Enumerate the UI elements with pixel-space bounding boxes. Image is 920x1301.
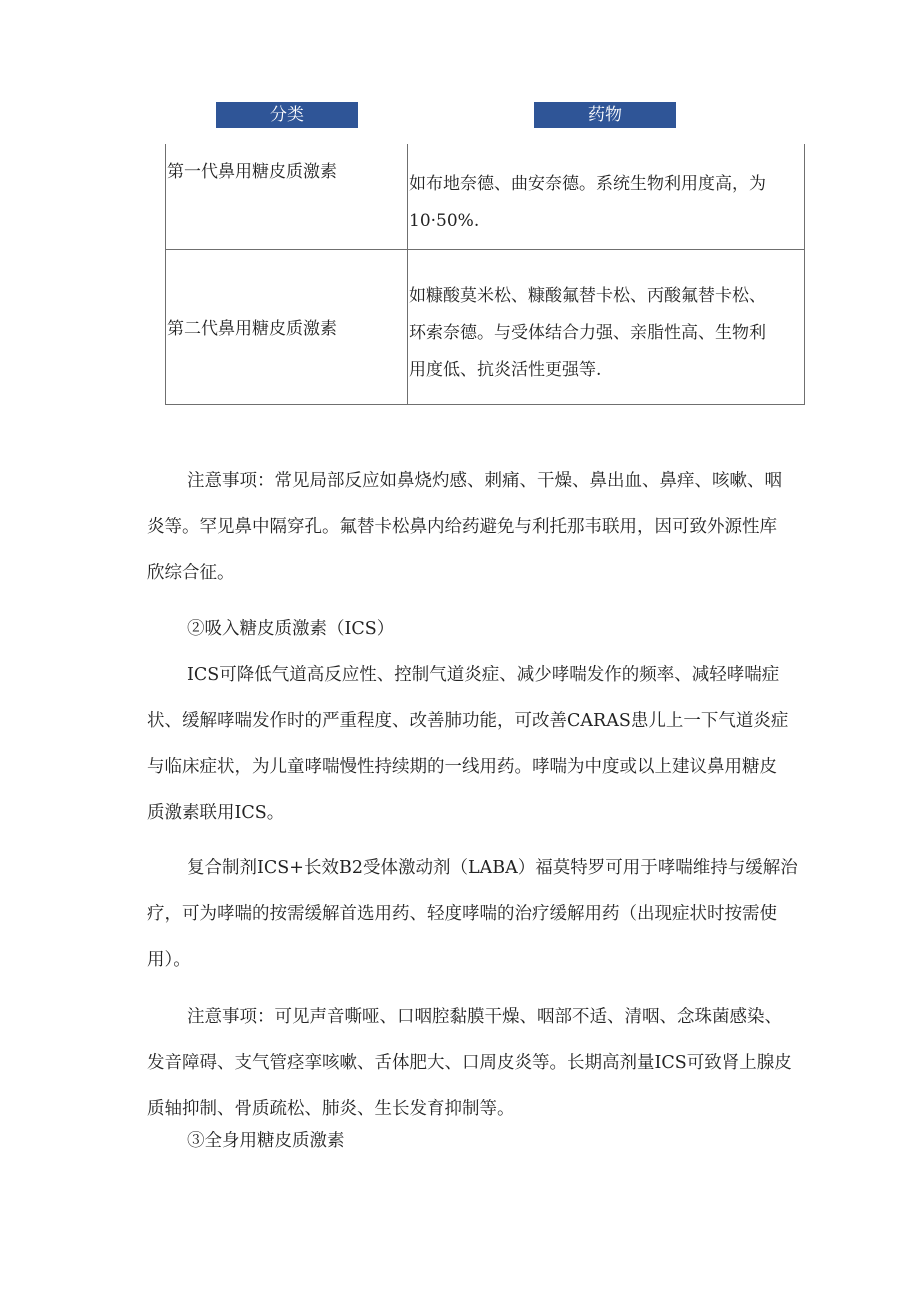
table-row-2-drug-line-1: 如糠酸莫米松、糠酸氟替卡松、丙酸氟替卡松、 — [409, 286, 766, 306]
paragraph-line: 注意事项：常见局部反应如鼻烧灼感、刺痛、干燥、鼻出血、鼻痒、咳嗽、咽 — [187, 471, 782, 491]
paragraph-line: 欣综合征。 — [147, 563, 235, 583]
table-row-2-drug-line-3: 用度低、抗炎活性更强等. — [409, 360, 602, 380]
paragraph-line: 复合制剂ICS+长效B2受体激动剂（LABA）福莫特罗可用于哮喘维持与缓解治 — [187, 858, 798, 878]
note-ics-side-effects — [147, 994, 827, 1132]
table-border-right — [804, 144, 805, 405]
paragraph-line: 注意事项：可见声音嘶哑、口咽腔黏膜干燥、咽部不适、清咽、念珠菌感染、 — [187, 1007, 782, 1027]
paragraph-line: 用）。 — [147, 950, 191, 970]
heading-ics: ②吸入糖皮质激素（ICS） — [187, 619, 395, 639]
table-column-divider — [407, 144, 408, 405]
table-header-drug: 药物 — [534, 102, 676, 128]
paragraph-line: 与临床症状，为儿童哮喘慢性持续期的一线用药。哮喘为中度或以上建议鼻用糖皮 — [147, 757, 777, 777]
table-row-2-drug-line-2: 环索奈德。与受体结合力强、亲脂性高、生物利 — [409, 323, 766, 343]
table-row-1-drug-line-2: 10·50%. — [409, 211, 480, 231]
table-header-category: 分类 — [216, 102, 358, 128]
heading-systemic-corticosteroids: ③全身用糖皮质激素 — [187, 1131, 345, 1151]
table-row-2-category: 第二代鼻用糖皮质激素 — [167, 319, 337, 339]
table-row-1-drug-line-1: 如布地奈德、曲安奈德。系统生物利用度高，为 — [409, 174, 766, 194]
note-nasal-side-effects — [147, 458, 827, 596]
table-border-left — [165, 144, 166, 405]
ics-paragraph — [147, 652, 827, 836]
paragraph-line: 炎等。罕见鼻中隔穿孔。氟替卡松鼻内给药避免与利托那韦联用，因可致外源性库 — [147, 517, 777, 537]
paragraph-line: ICS可降低气道高反应性、控制气道炎症、减少哮喘发作的频率、减轻哮喘症 — [187, 665, 780, 685]
table-row-1-category: 第一代鼻用糖皮质激素 — [167, 162, 337, 182]
paragraph-line: 质轴抑制、骨质疏松、肺炎、生长发育抑制等。 — [147, 1099, 515, 1119]
paragraph-line: 疗，可为哮喘的按需缓解首选用药、轻度哮喘的治疗缓解用药（出现症状时按需使 — [147, 904, 777, 924]
paragraph-line: 质激素联用ICS。 — [147, 803, 285, 823]
drug-classification-table — [165, 144, 805, 405]
table-row-divider — [165, 249, 805, 250]
paragraph-line: 状、缓解哮喘发作时的严重程度、改善肺功能，可改善CARAS患儿上一下气道炎症 — [147, 711, 789, 731]
table-border-bottom — [165, 404, 805, 405]
compound-paragraph — [147, 845, 827, 983]
paragraph-line: 发音障碍、支气管痉挛咳嗽、舌体肥大、口周皮炎等。长期高剂量ICS可致肾上腺皮 — [147, 1053, 792, 1073]
